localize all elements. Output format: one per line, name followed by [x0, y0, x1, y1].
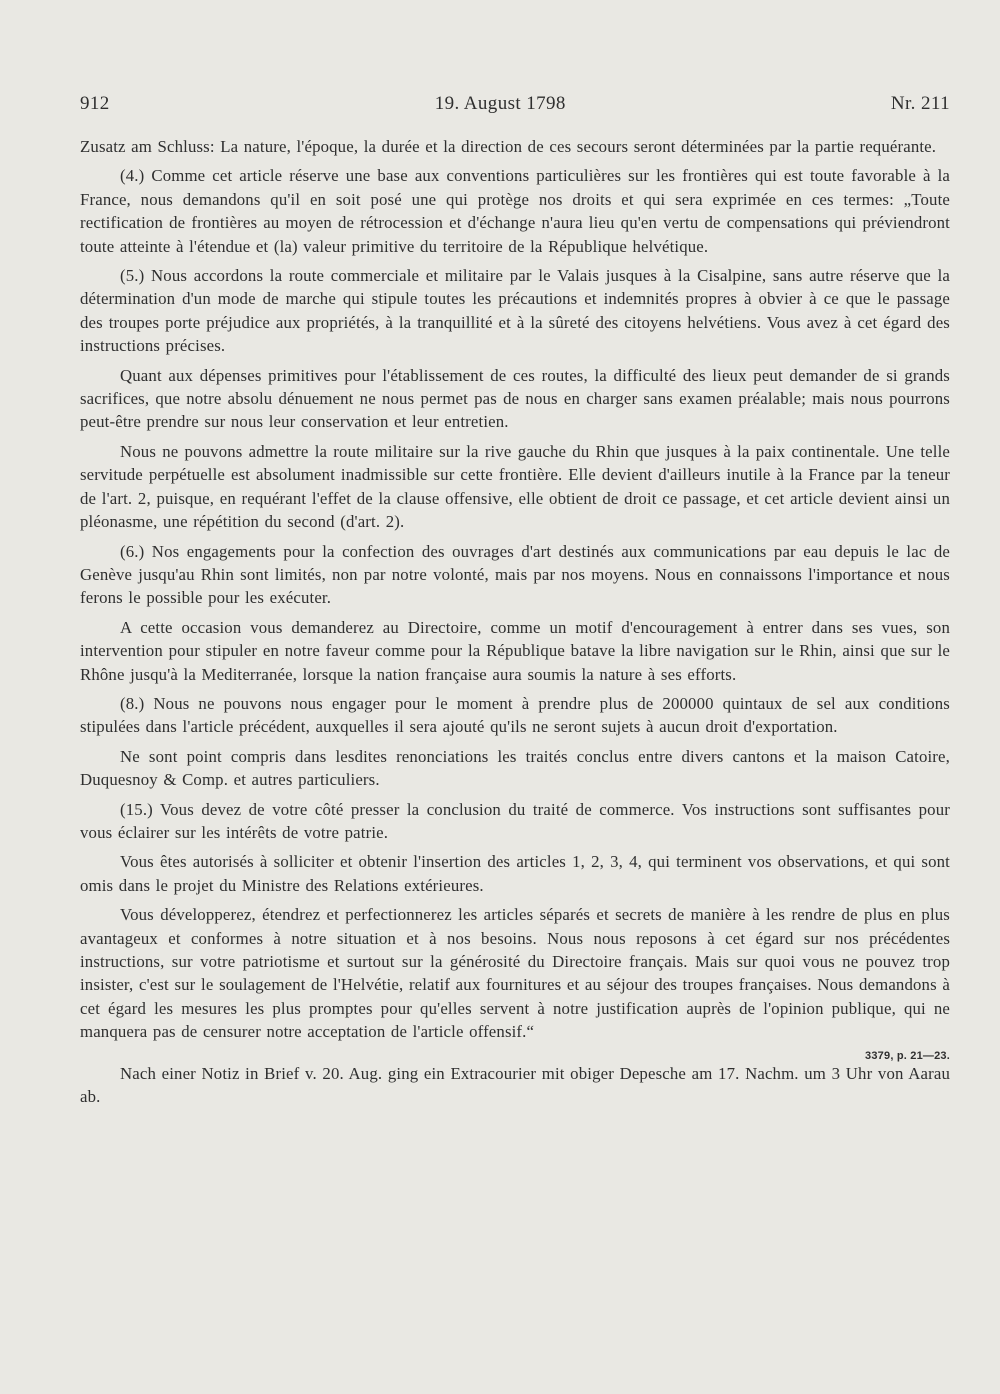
header-date: 19. August 1798 [434, 93, 566, 114]
paragraph-military-route: Nous ne pouvons admettre la route militaire sur la rive gauche du Rhin que jusques à la paix continentale. Une telle servitude perpétuelle est absolument inadmissible sur cette frontière. Elle devient d'ailleurs inutile à la France par la teneur de l'art. 2, puisque, en requérant l'effet de la clause offensive, elle obtient de droit ce passage, et cet article devient ainsi un pléonasme, une répétition du second (d'art. 2). [80, 441, 950, 532]
paragraph-addendum: Zusatz am Schluss: La nature, l'époque, la durée et la direction de ces secours seront déterminées par la partie requérante. [80, 137, 937, 156]
running-header [80, 93, 950, 115]
paragraph-article-8: (8.) Nous ne pouvons nous engager pour le moment à prendre plus de 200000 quintaux de sel aux conditions stipulées dans l'article précédent, auxquelles il sera ajouté qu'ils ne seront sujets à aucun droit d'exportation. [80, 693, 950, 737]
paragraph-rhine-navigation: A cette occasion vous demanderez au Directoire, comme un motif d'encouragement à entrer dans ses vues, son intervention pour stipuler en notre faveur comme pour la République batave la libre navigation sur le Rhin, ainsi que sur le Rhône jusqu'à la Mediterranée, lorsque la nation française aura soumis la nature à ses efforts. [80, 617, 950, 684]
paragraph-article-5: (5.) Nous accordons la route commerciale et militaire par le Valais jusques à la Cisalpine, sans autre réserve que la détermination d'un mode de marche qui stipule toutes les précautions et indemnités propres à obvier à ce que le passage des troupes porte préjudice aux propriétés, à la tranquillité et à la sûreté des citoyens helvétiens. Vous avez à cet égard des instructions précises. [80, 266, 950, 356]
paragraph-article-6: (6.) Nos engagements pour la confection des ouvrages d'art destinés aux communications par eau depuis le lac de Genève jusqu'au Rhin sont limités, non par notre volonté, mais par nos moyens. Nous en connaissons l'importance et nous ferons le possible pour les exécuter. [80, 541, 950, 608]
paragraph-route-costs: Quant aux dépenses primitives pour l'établissement de ces routes, la difficulté des lieux peut demander de si grands sacrifices, que notre absolu dénuement ne nous permet pas de nous en charger sans examen préalable; mais nous pourrons peut-être prendre sur nous leur conservation et leur entretien. [80, 365, 950, 432]
paragraph-insertion: Vous êtes autorisés à solliciter et obtenir l'insertion des articles 1, 2, 3, 4, qui terminent vos observations, et qui sont omis dans le projet du Ministre des Relations extérieures. [80, 852, 950, 895]
document-body [80, 135, 950, 1108]
page-number: 912 [80, 93, 110, 114]
paragraph-secret-articles: Vous développerez, étendrez et perfectionnerez les articles séparés et secrets de manière à les rendre de plus en plus avantageux et conformes à notre situation et à nos besoins. Nous nous reposons à cet égard sur nos précédentes instructions, sur votre patriotisme et surtout sur la générosité du Directoire français. Mais sur quoi vous ne pouvez trop insister, c'est sur le soulagement de l'Helvétie, relatif aux fournitures et au séjour des troupes françaises. Nous demandons à cet égard les mesures les plus promptes pour qu'elles servent à notre justification auprès de l'opinion publique, qui ne manquera pas de censurer notre acceptation de l'article offensif.“ [80, 905, 950, 1042]
paragraph-renunciations: Ne sont point compris dans lesdites renonciations les traités conclus entre divers cantons et la maison Catoire, Duquesnoy & Comp. et autres particuliers. [80, 746, 950, 790]
paragraph-article-15: (15.) Vous devez de votre côté presser la conclusion du traité de commerce. Vos instructions sont suffisantes pour vous éclairer sur les intérêts de votre patrie. [80, 799, 950, 842]
source-reference: 3379, p. 21—23. [865, 1049, 950, 1062]
document-number: Nr. 211 [890, 93, 950, 114]
editorial-note: Nach einer Notiz in Brief v. 20. Aug. ging ein Extracourier mit obiger Depesche am 17. Nachm. um 3 Uhr von Aarau ab. [80, 1063, 950, 1107]
paragraph-article-4: (4.) Comme cet article réserve une base aux conventions particulières sur les frontières qui est toute favorable à la France, nous demandons qu'il en soit posé une qui protège nos droits et qui sera exprimée en ces termes: „Toute rectification de frontières au moyen de rétrocession et d'échange n'aura lieu qu'en vertu de compensations qui préviendront toute atteinte à l'étendue et (la) valeur primitive du territoire de la République helvétique. [80, 166, 950, 256]
